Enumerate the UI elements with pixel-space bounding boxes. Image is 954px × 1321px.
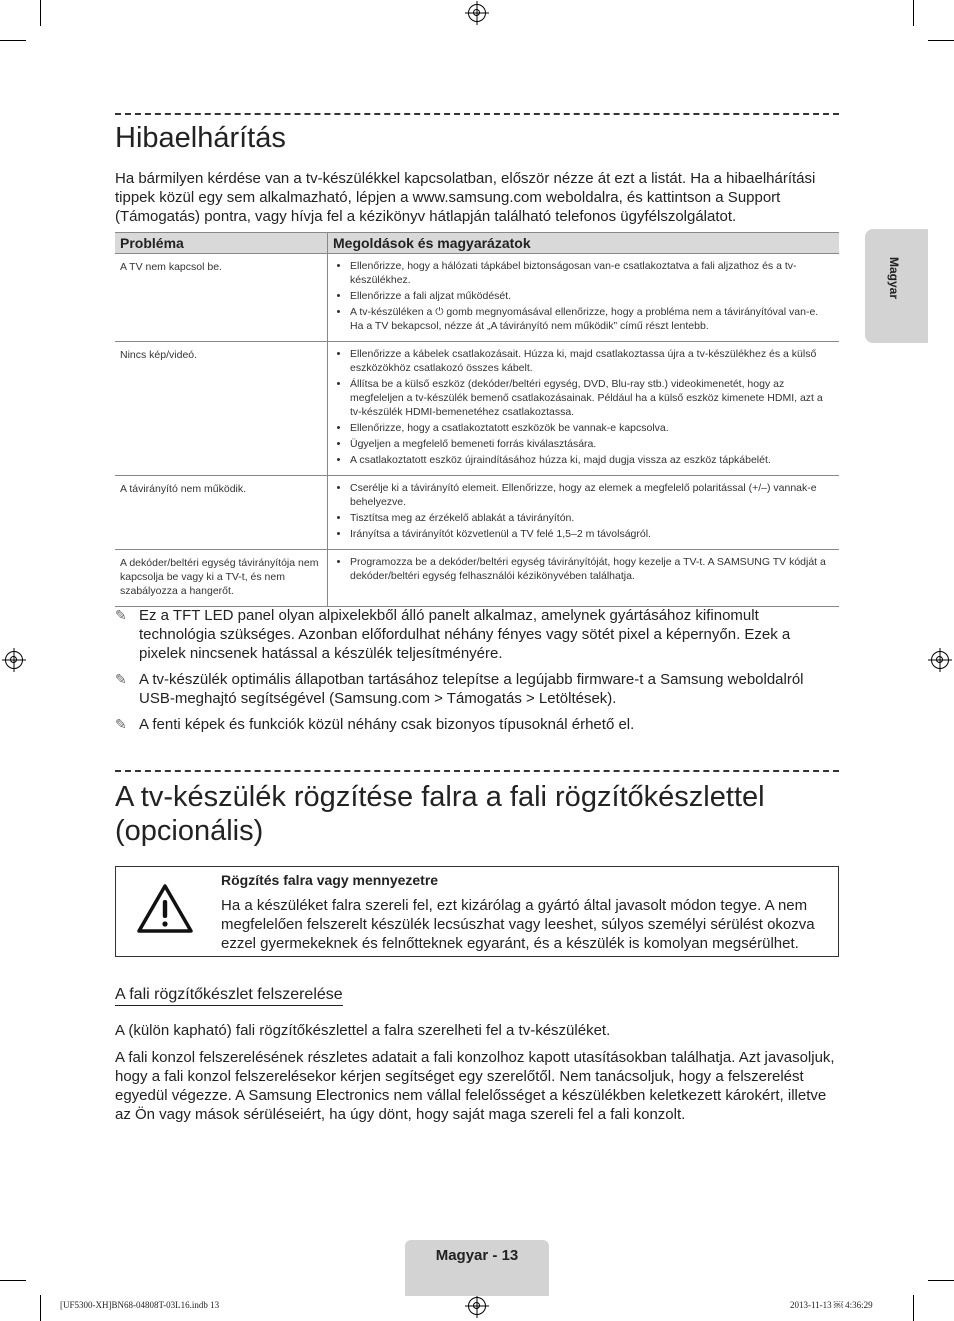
problem-cell: A TV nem kapcsol be. [115,254,328,342]
crop-mark [40,1295,41,1321]
solutions-cell [328,476,840,550]
language-side-tab [865,229,928,343]
table-row [115,476,839,550]
note-text: A tv-készülék optimális állapotban tartásához telepítse a legújabb firmware-t a Samsung weboldalról USB-meghajtó segítségével (Samsung.com > Támogatás > Letöltések). [139,671,804,707]
crop-mark [913,0,914,26]
side-tab-label: Magyar [887,257,901,300]
solution-item: • Programozza be a dekóder/beltéri egység távirányítóját, hogy kezelje a TV-t. A SAMSUNG TV kódját a dekóder/beltéri egység felhasználói kézikönyvében találhatja. [350,555,831,583]
intro-paragraph: Ha bármilyen kérdése van a tv-készülékkel kapcsolatban, először nézze át ezt a listát. Ha a hibaelhárítási tippek közül egy sem alkalmazható, lépjen a www.samsung.com weboldalra, és kattintson a Support (Támogatás) pontra, vagy hívja fel a kézikönyv hátlapján található telefonos ügyfélszolgálatot. [115,170,816,225]
section-title-troubleshooting: Hibaelhárítás [115,122,286,154]
solutions-cell [328,342,840,476]
note-text: A fenti képek és funkciók közül néhány csak bizonyos típusoknál érhető el. [139,716,635,733]
solution-item: • Ellenőrizze a kábelek csatlakozásait. Húzza ki, majd csatlakoztassa újra a tv-készülékhez és a külső eszközökhöz csatlakozó összes kábelt. [350,347,831,375]
solution-item: • Állítsa be a külső eszköz (dekóder/beltéri egység, DVD, Blu-ray stb.) videokimenetét, hogy az megfeleljen a tv-készülék bemenő csatlakozásainak. Például ha a külső eszköz kimenete HDMI, azt a tv-készülék HDMI-bemenetéhez csatlakoztassa. [350,377,831,419]
page-number-tab [405,1240,549,1296]
wall-mount-paragraph-2: A fali konzol felszerelésének részletes adatait a fali konzolhoz kapott utasításokban találhatja. Azt javasoljuk, hogy a fali konzol felszerelésekor kérjen segítséget egy szerelőtől. Nem tanácsoljuk, hogy a felszerelést egyedül végezze. A Samsung Electronics nem vállal felelősséget a készülékben keletkezett károkért, illetve az Ön vagy mások sérüléseiért, ha úgy dönt, hogy saját maga szereli fel a fali konzolt. [115,1049,835,1123]
crop-mark [913,1295,914,1321]
solution-item: • Tisztítsa meg az érzékelő ablakát a távirányítón. [350,511,831,525]
problem-cell: A dekóder/beltéri egység távirányítója nem kapcsolja be vagy ki a TV-t, és nem szabályozza a hangerőt. [115,550,328,607]
solution-item: • Cserélje ki a távirányító elemeit. Ellenőrizze, hogy az elemek a megfelelő polaritással (+/–) vannak-e behelyezve. [350,481,831,509]
solution-item: • Irányítsa a távirányítót közvetlenül a TV felé 1,5–2 m távolságról. [350,527,831,541]
registration-mark-icon [468,4,486,22]
troubleshooting-table [115,232,839,607]
note-item [115,670,835,710]
warning-text: Ha a készüléket falra szereli fel, ezt kizárólag a gyártó által javasolt módon tegye. A nem megfelelően felszerelt készülék lecsúszhat vagy leeshet, súlyos személyi sérülést okozva ezzel gyermekeknek és felnőtteknek egyaránt, és a készülék is komolyan megsérülhet. [221,897,815,952]
solutions-cell [328,550,840,607]
crop-mark [0,40,26,41]
crop-mark [928,40,954,41]
registration-mark-icon [5,651,23,669]
warning-box [115,866,839,957]
solution-item: • Ellenőrizze, hogy a csatlakoztatott eszközök be vannak-e kapcsolva. [350,421,831,435]
warning-title: Rögzítés falra vagy mennyezetre [221,872,439,888]
pencil-note-icon: ✎ [115,716,127,732]
solution-item: • Ügyeljen a megfelelő bemeneti forrás kiválasztására. [350,437,831,451]
pencil-note-icon: ✎ [115,671,127,687]
subheading-wall-mount-install: A fali rögzítőkészlet felszerelése [115,986,343,1006]
solution-item: • A csatlakoztatott eszköz újraindításához húzza ki, majd dugja vissza az eszköz tápkábelét. [350,453,831,467]
crop-mark [40,0,41,26]
print-slug-right: 2013-11-13 ￼ 4:36:29 [790,1300,873,1310]
table-header-row [115,233,839,254]
column-header-solutions: Megoldások és magyarázatok [328,233,840,254]
solutions-cell [328,254,840,342]
problem-cell: Nincs kép/videó. [115,342,328,476]
table-row [115,342,839,476]
registration-mark-icon [931,651,949,669]
wall-mount-paragraph-1: A (külön kapható) fali rögzítőkészlettel a falra szerelheti fel a tv-készüléket. [115,1022,611,1039]
page-number: Magyar - 13 [435,1247,519,1264]
print-slug-left: [UF5300-XH]BN68-04808T-03L16.indb 13 [60,1300,220,1310]
note-item [115,715,835,735]
solution-item: • Ellenőrizze, hogy a hálózati tápkábel biztonságosan van-e csatlakoztatva a fali aljzathoz és a tv-készülékhez. [350,259,831,287]
pencil-note-icon: ✎ [115,607,127,623]
section-title-wall-mount: A tv-készülék rögzítése falra a fali rögzítőkészlettel (opcionális) [115,781,765,847]
table-row [115,550,839,607]
note-item [115,606,835,664]
section-divider [115,113,839,115]
crop-mark [928,1280,954,1281]
problem-cell: A távirányító nem működik. [115,476,328,550]
registration-mark-icon [468,1297,486,1315]
note-text: Ez a TFT LED panel olyan alpixelekből álló panelt alkalmaz, amelynek gyártásához kifinomult technológia szükséges. Azonban előfordulhat néhány fényes vagy sötét pixel a képernyőn. Ezek a pixelek nincsenek hatással a készülék teljesítményére. [139,607,791,662]
warning-triangle-icon [136,883,194,935]
section-divider [115,770,839,772]
crop-mark [0,1280,26,1281]
solution-item: • A tv-készüléken a ⏻ gomb megnyomásával ellenőrizze, hogy a probléma nem a távirányítóval van-e. Ha a TV bekapcsol, nézze át „A távirányító nem működik” című részt lentebb. [350,305,831,333]
column-header-problem: Probléma [115,233,328,254]
solution-item: • Ellenőrizze a fali aljzat működését. [350,289,831,303]
table-row [115,254,839,342]
